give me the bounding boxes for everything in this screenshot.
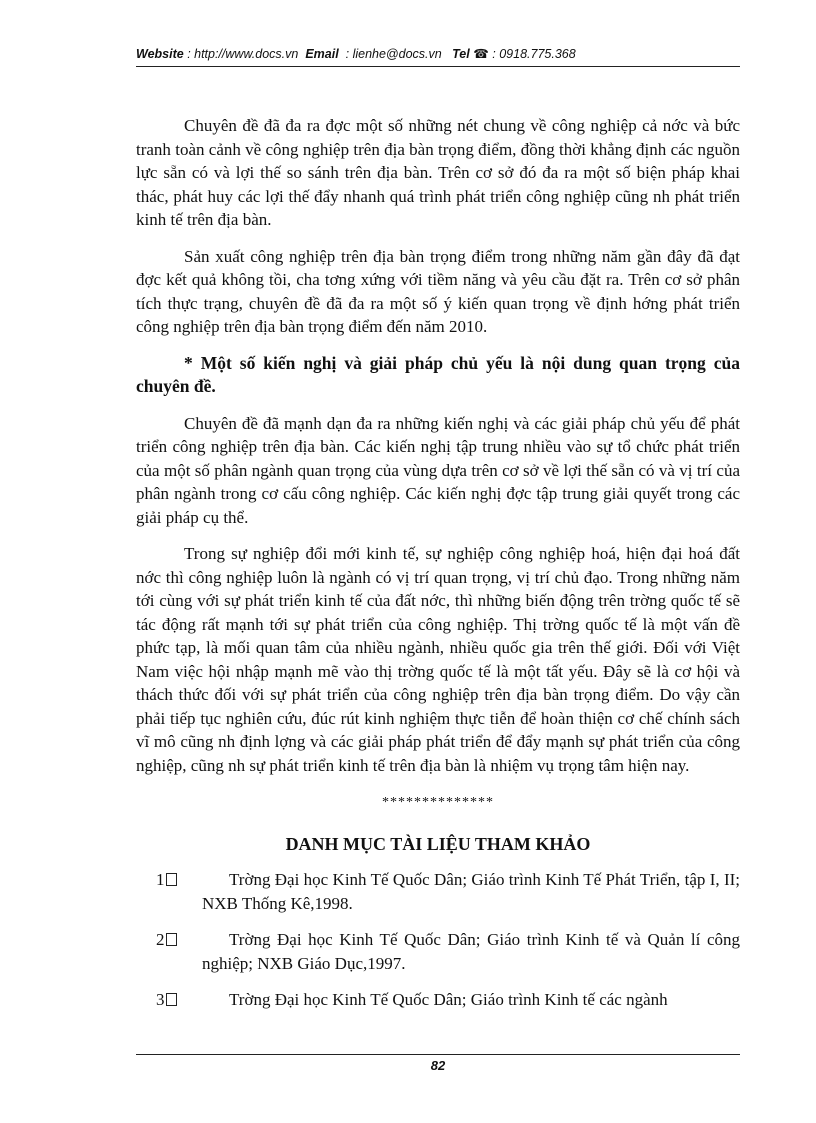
tel-label: Tel: [452, 47, 470, 61]
page-number: 82: [430, 1058, 446, 1073]
section-heading: * Một số kiến nghị và giải pháp chủ yếu là nội dung quan trọng của chuyên đề.: [136, 352, 740, 396]
separator-stars: **************: [382, 795, 494, 810]
reference-text: Trờng Đại học Kinh Tế Quốc Dân; Giáo trình Kinh tế các ngành: [229, 990, 668, 1009]
footer-divider: [136, 1054, 740, 1055]
reference-item: [136, 868, 740, 915]
bullet-box-icon: [166, 993, 177, 1006]
paragraph-1: Chuyên đề đã đa ra đợc một số những nét chung về công nghiệp cả nớc và bức tranh toàn cảnh về công nghiệp trên địa bàn trọng điểm, đồng thời khẳng định các nguồn lực sẵn có và lợi thế so sánh trên địa bàn. Trên cơ sở đó đa ra một số biện pháp khai thác, phát huy các lợi thế đẩy nhanh quá trình phát triển công nghiệp cũng nh phát triển kinh tế trên địa bàn.: [136, 116, 740, 229]
phone-icon: ☎: [473, 47, 489, 61]
paragraph-3: Chuyên đề đã mạnh dạn đa ra những kiến nghị và các giải pháp chủ yếu để phát triển công nghiệp trên địa bàn. Các kiến nghị tập trung nhiều vào sự tổ chức phát triển của một số phân ngành quan trọng của vùng dựa trên cơ sở về lợi thế sẵn có và vị trí của phân ngành trong cơ cấu công nghiệp. Các kiến nghị đợc tập trung giải quyết trong các giải pháp cụ thể.: [136, 413, 740, 527]
reference-item: [136, 988, 740, 1012]
reference-text: Trờng Đại học Kinh Tế Quốc Dân; Giáo trình Kinh tế và Quản lí công nghiệp; NXB Giáo Dục,1997.: [202, 930, 740, 973]
email-link[interactable]: : lienhe@docs.vn: [345, 47, 442, 61]
website-label: Website: [136, 47, 184, 61]
paragraph-2: Sản xuất công nghiệp trên địa bàn trọng điểm trong những năm gần đây đã đạt đợc kết quả không tồi, cha tơng xứng với tiềm năng và yêu cầu đặt ra. Trên cơ sở phân tích thực trạng, chuyên đề đã đa ra một số ý kiến quan trọng về định hớng phát triển công nghiệp trên địa bàn trọng điểm đến năm 2010.: [136, 246, 740, 336]
bullet-box-icon: [166, 933, 177, 946]
bullet-box-icon: [166, 873, 177, 886]
reference-number: 1: [136, 868, 202, 915]
tel-value: : 0918.775.368: [492, 47, 576, 61]
reference-number: 3: [136, 988, 202, 1012]
page-header: [136, 46, 740, 61]
reference-item: [136, 928, 740, 975]
reference-number: 2: [136, 928, 202, 975]
reference-text: Trờng Đại học Kinh Tế Quốc Dân; Giáo trình Kinh Tế Phát Triển, tập I, II; NXB Thống Kê,1998.: [202, 870, 740, 913]
header-divider: [136, 66, 740, 67]
references-title: DANH MỤC TÀI LIỆU THAM KHẢO: [285, 833, 591, 854]
paragraph-4: Trong sự nghiệp đổi mới kinh tế, sự nghiệp công nghiệp hoá, hiện đại hoá đất nớc thì công nghiệp luôn là ngành có vị trí quan trọng, vị trí chủ đạo. Trong những năm tới cùng với sự phát triển kinh tế của đất nớc, thì những biến động trên trờng quốc tế sẽ tác động rất mạnh tới sự phát triển của công nghiệp. Thị trờng quốc tế là một vấn đề phức tạp, là mối quan tâm của nhiều ngành, nhiều quốc gia trên thế giới. Đối với Việt Nam việc hội nhập mạnh mẽ vào thị trờng quốc tế là một tất yếu. Đây sẽ là cơ hội và thách thức đối với sự phát triển của công nghiệp trên địa bàn trọng điểm. Do vậy cần phải tiếp tục nghiên cứu, đúc rút kinh nghiệm thực tiễn để hoàn thiện cơ chế chính sách vĩ mô cũng nh định lợng và các giải pháp phát triển để đẩy mạnh sự phát triển của công nghiệp, cũng nh sự phát triển kinh tế trên địa bàn là nhiệm vụ trọng tâm hiện nay.: [136, 544, 740, 775]
email-label: Email: [305, 47, 339, 61]
website-link[interactable]: : http://www.docs.vn: [187, 47, 299, 61]
document-body: [136, 114, 740, 1025]
